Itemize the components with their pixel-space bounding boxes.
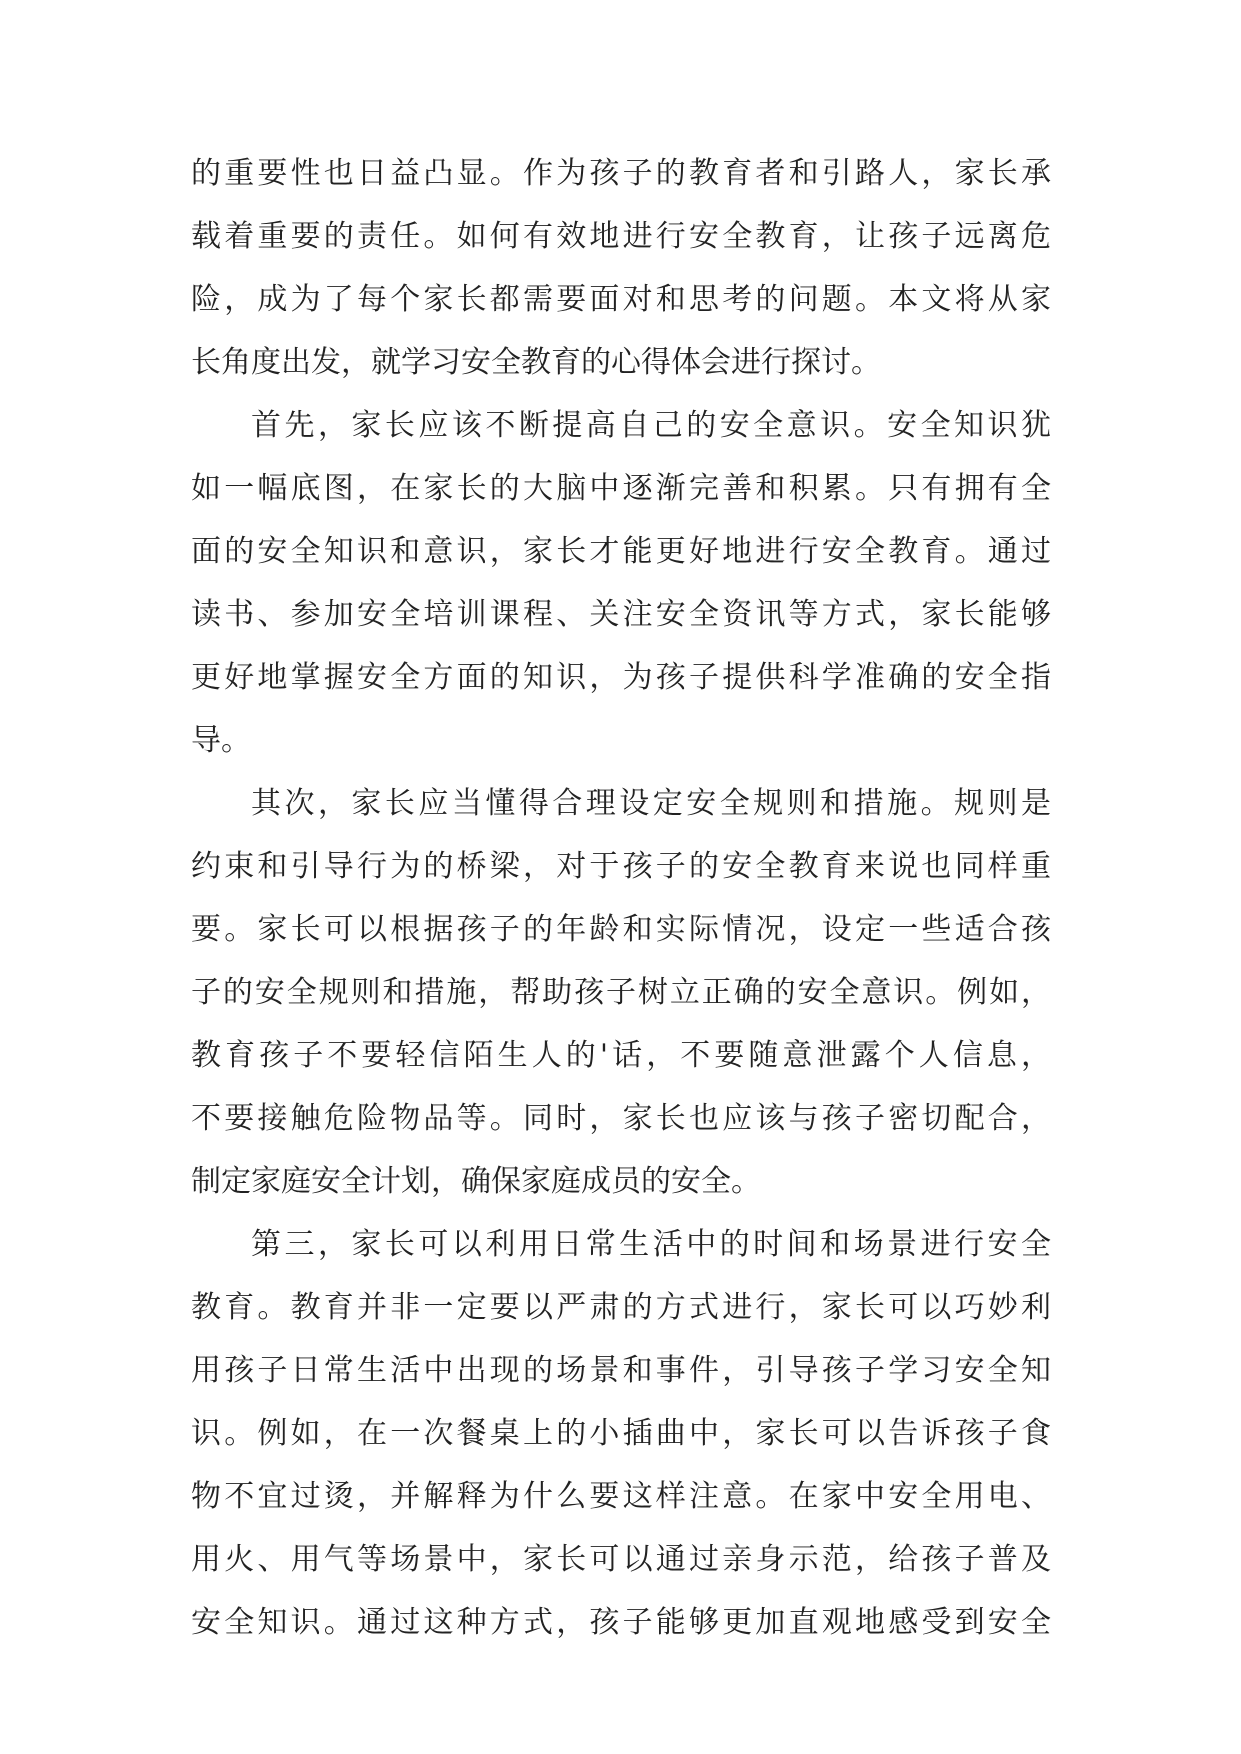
text-line-content: 子的安全规则和措施，帮助孩子树立正确的安全意识。例如， <box>191 975 1051 1010</box>
text-line <box>191 1416 1051 1479</box>
text-line <box>191 660 1051 723</box>
text-line <box>191 1164 1051 1227</box>
document-body <box>191 156 1051 1668</box>
text-line-content: 安全知识。通过这种方式，孩子能够更加直观地感受到安全 <box>191 1605 1051 1640</box>
text-line <box>191 1479 1051 1542</box>
text-line <box>191 1605 1051 1668</box>
text-line <box>191 849 1051 912</box>
text-line-content: 导。 <box>191 723 251 758</box>
text-line-content: 首先，家长应该不断提高自己的安全意识。安全知识犹 <box>251 408 1051 443</box>
text-line <box>191 471 1051 534</box>
text-line-content: 第三，家长可以利用日常生活中的时间和场景进行安全 <box>251 1227 1051 1262</box>
text-line-content: 教育孩子不要轻信陌生人的'话，不要随意泄露个人信息， <box>191 1038 1051 1073</box>
text-line-content: 面的安全知识和意识，家长才能更好地进行安全教育。通过 <box>191 534 1051 569</box>
text-line <box>191 597 1051 660</box>
text-line-content: 其次，家长应当懂得合理设定安全规则和措施。规则是 <box>251 786 1051 821</box>
text-line-content: 载着重要的责任。如何有效地进行安全教育，让孩子远离危 <box>191 219 1051 254</box>
text-line-content: 制定家庭安全计划，确保家庭成员的安全。 <box>191 1164 761 1199</box>
text-line-content: 教育。教育并非一定要以严肃的方式进行，家长可以巧妙利 <box>191 1290 1051 1325</box>
text-line <box>191 345 1051 408</box>
text-line-content: 用孩子日常生活中出现的场景和事件，引导孩子学习安全知 <box>191 1353 1051 1388</box>
paragraph-first-line <box>191 408 1051 471</box>
text-line-content: 约束和引导行为的桥梁，对于孩子的安全教育来说也同样重 <box>191 849 1051 884</box>
paragraph-first-line <box>191 786 1051 849</box>
text-line-content: 长角度出发，就学习安全教育的心得体会进行探讨。 <box>191 345 881 380</box>
text-line-content: 物不宜过烫，并解释为什么要这样注意。在家中安全用电、 <box>191 1479 1051 1514</box>
text-line-content: 如一幅底图，在家长的大脑中逐渐完善和积累。只有拥有全 <box>191 471 1051 506</box>
text-line <box>191 975 1051 1038</box>
text-line-content: 读书、参加安全培训课程、关注安全资讯等方式，家长能够 <box>191 597 1051 632</box>
text-line <box>191 912 1051 975</box>
text-line <box>191 1290 1051 1353</box>
text-line-content: 不要接触危险物品等。同时，家长也应该与孩子密切配合， <box>191 1101 1051 1136</box>
text-line-content: 险，成为了每个家长都需要面对和思考的问题。本文将从家 <box>191 282 1051 317</box>
text-line <box>191 1101 1051 1164</box>
text-line <box>191 723 1051 786</box>
text-line-content: 识。例如，在一次餐桌上的小插曲中，家长可以告诉孩子食 <box>191 1416 1051 1451</box>
text-line-content: 更好地掌握安全方面的知识，为孩子提供科学准确的安全指 <box>191 660 1051 695</box>
text-line <box>191 1353 1051 1416</box>
text-line <box>191 156 1051 219</box>
text-line <box>191 282 1051 345</box>
text-line <box>191 1038 1051 1101</box>
text-line <box>191 219 1051 282</box>
text-line-content: 的重要性也日益凸显。作为孩子的教育者和引路人，家长承 <box>191 156 1051 191</box>
paragraph-first-line <box>191 1227 1051 1290</box>
text-line <box>191 1542 1051 1605</box>
text-line <box>191 534 1051 597</box>
text-line-content: 用火、用气等场景中，家长可以通过亲身示范，给孩子普及 <box>191 1542 1051 1577</box>
text-line-content: 要。家长可以根据孩子的年龄和实际情况，设定一些适合孩 <box>191 912 1051 947</box>
